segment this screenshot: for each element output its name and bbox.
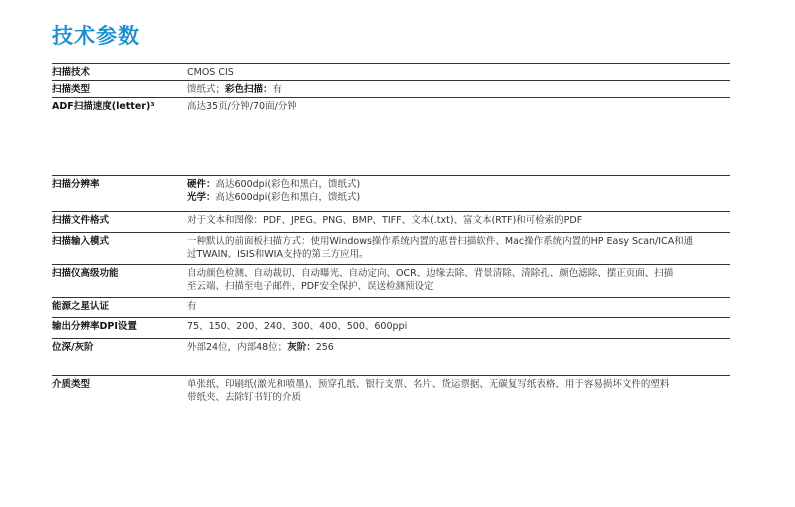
spec-value-text: 带纸夹、去除钉书钉的介质 <box>187 392 302 403</box>
spec-row-advanced-features <box>52 264 730 298</box>
spec-label: 扫描输入模式 <box>52 236 110 247</box>
spec-value-emphasis: 彩色扫描： <box>225 84 273 95</box>
spec-label: 扫描文件格式 <box>52 215 110 226</box>
spec-value-text: 75、150、200、240、300、400、500、600ppi <box>187 321 408 332</box>
spec-value <box>187 66 730 79</box>
spec-row-input-modes <box>52 232 730 265</box>
spec-label: 扫描仪高级功能 <box>52 268 119 279</box>
spec-value-text: 自动颜色检测、自动裁切、自动曝光、自动定向、OCR、边缘去除、背景清除、清除孔、颜色滤除、摆正页面、扫描 <box>187 268 674 279</box>
spec-value <box>187 178 730 204</box>
spec-value-text: 有 <box>187 301 197 312</box>
spec-value <box>187 83 730 96</box>
spec-row-adf-speed <box>52 97 730 176</box>
spec-value <box>187 214 730 227</box>
spec-row-bit-depth <box>52 338 730 376</box>
spec-value-emphasis: 灰阶： <box>287 342 316 353</box>
spec-row-file-formats <box>52 211 730 233</box>
spec-value <box>187 341 730 354</box>
spec-row-scan-technology <box>52 63 730 81</box>
spec-value <box>187 267 730 293</box>
spec-label: 能源之星认证 <box>52 301 110 312</box>
spec-row-energy-star <box>52 297 730 318</box>
spec-label: 扫描分辨率 <box>52 179 100 190</box>
spec-label: 扫描类型 <box>52 84 91 95</box>
spec-value-text: 馈纸式； <box>187 84 226 95</box>
spec-row-resolution <box>52 175 730 212</box>
spec-row-output-dpi <box>52 317 730 339</box>
spec-value-text: 高达35页/分钟/70面/分钟 <box>187 101 297 112</box>
spec-label: 输出分辨率DPI设置 <box>52 321 137 332</box>
spec-row-scan-type <box>52 80 730 98</box>
spec-value <box>187 300 730 313</box>
spec-value <box>187 235 730 261</box>
spec-value-text: 高达600dpi(彩色和黑白，馈纸式) <box>215 192 361 203</box>
spec-value-text: 高达600dpi(彩色和黑白，馈纸式) <box>215 179 361 190</box>
spec-value-emphasis: 光学： <box>187 192 216 203</box>
spec-label: 位深/灰阶 <box>52 342 94 353</box>
spec-label: ADF扫描速度(letter)³ <box>52 101 155 112</box>
spec-value-text: 单张纸、印刷纸(激光和喷墨)、预穿孔纸、银行支票、名片、货运票据、无碳复写纸表格、用于容易损坏文件的塑料 <box>187 379 670 390</box>
spec-label: 介质类型 <box>52 379 91 390</box>
spec-value-text: 至云端、扫描至电子邮件、PDF安全保护、误送检测预设定 <box>187 281 434 292</box>
spec-value <box>187 100 730 113</box>
spec-label: 扫描技术 <box>52 67 91 78</box>
spec-value-text: 有 <box>272 84 283 95</box>
spec-value-text: 过TWAIN、ISIS和WIA支持的第三方应用。 <box>187 249 369 260</box>
spec-value-text: 256 <box>315 342 334 353</box>
spec-value <box>187 320 730 333</box>
spec-value <box>187 378 730 404</box>
spec-value-emphasis: 硬件： <box>187 179 216 190</box>
page-title: 技术参数 <box>52 24 140 48</box>
spec-value-text: 对于文本和图像：PDF、JPEG、PNG、BMP、TIFF、文本(.txt)、富文本(RTF)和可检索的PDF <box>187 215 583 226</box>
spec-value-text: 外部24位，内部48位； <box>187 342 288 353</box>
spec-value-text: 一种默认的前面板扫描方式：使用Windows操作系统内置的惠普扫描软件、Mac操作系统内置的HP Easy Scan/ICA和通 <box>187 236 694 247</box>
spec-row-media-types <box>52 375 730 412</box>
spec-value-text: CMOS CIS <box>187 67 234 78</box>
